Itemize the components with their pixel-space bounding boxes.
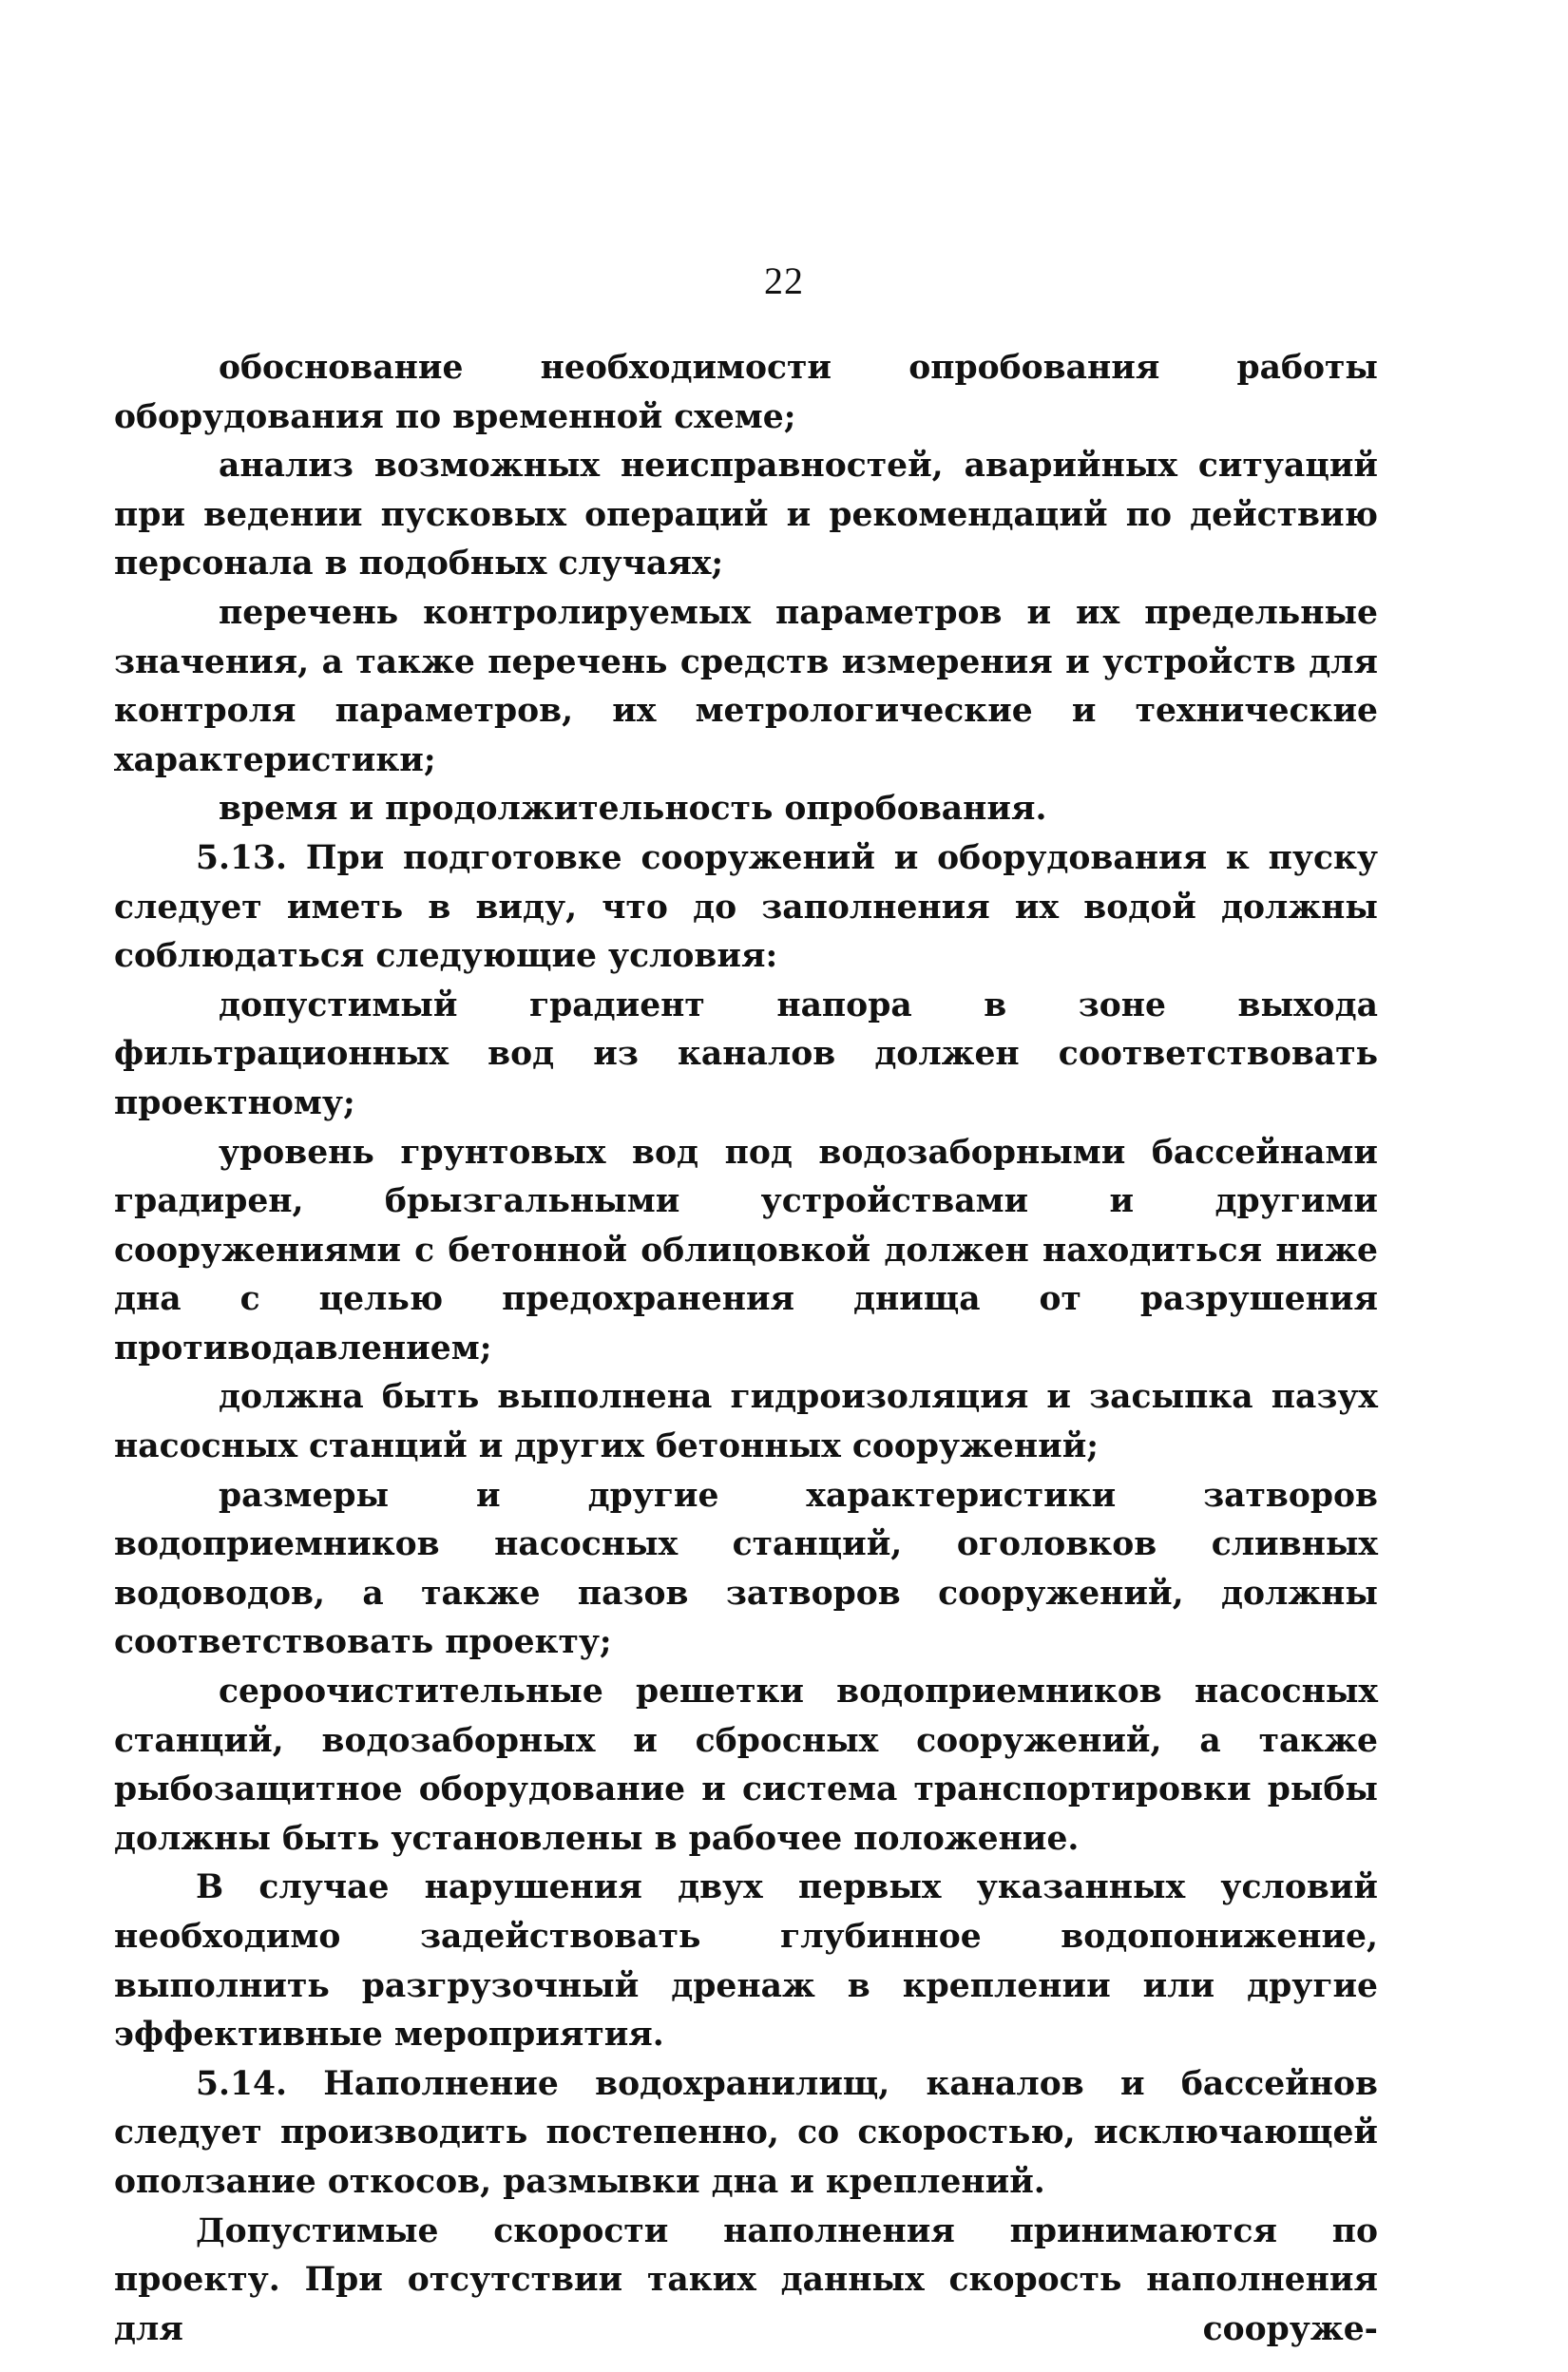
page-body	[114, 344, 1378, 2354]
paragraph-justification: обоснование необходимости опробования работы оборудования по временной схеме;	[114, 349, 1378, 436]
paragraph-testing-time: время и продолжительность опробования.	[219, 790, 1047, 829]
paragraph-groundwater-level: уровень грунтовых вод под водозаборными бассейнами градирен, брызгальными устройствами и другими сооружениями с бетонной облицовкой должен находиться ниже дна с целью предохранения днища от разрушения противодавлением;	[114, 1133, 1378, 1368]
paragraph-violation: В случае нарушения двух первых указанных условий необходимо задействовать глубинное водопонижение, выполнить разгрузочный дренаж в креплении или другие эффективные мероприятия.	[114, 1868, 1378, 2055]
paragraph-pressure-gradient: допустимый градиент напора в зоне выхода фильтрационных вод из каналов должен соответствовать проектному;	[114, 985, 1378, 1122]
paragraph-waterproofing: должна быть выполнена гидроизоляция и засыпка пазух насосных станций и других бетонных сооружений;	[114, 1378, 1378, 1466]
paragraph-screens: сероочистительные решетки водоприемников насосных станций, водозаборных и сбросных сооружений, а также рыбозащитное оборудование и система транспортировки рыбы должны быть установлены в рабочее положение.	[114, 1673, 1378, 1858]
paragraph-filling-speed: Допустимые скорости наполнения принимаются по проекту. При отсутствии таких данных скорость наполнения для сооруже-	[114, 2211, 1378, 2348]
page-number: 22	[764, 259, 804, 302]
paragraph-monitored-parameters: перечень контролируемых параметров и их предельные значения, а также перечень средств измерения и устройств для контроля параметров, их метрологические и технические характеристики;	[114, 593, 1378, 779]
paragraph-fault-analysis: анализ возможных неисправностей, аварийных ситуаций при ведении пусковых операций и рекомендаций по действию персонала в подобных случаях;	[114, 447, 1378, 583]
paragraph-gate-dimensions: размеры и другие характеристики затворов водоприемников насосных станций, оголовков сливных водоводов, а также пазов затворов сооружений, должны соответствовать проекту;	[114, 1476, 1378, 1662]
paragraph-section-5-14: 5.14. Наполнение водохранилищ, каналов и бассейнов следует производить постепенно, со скоростью, исключающей оползание откосов, размывки дна и креплений.	[114, 2064, 1378, 2201]
paragraph-section-5-13: 5.13. При подготовке сооружений и оборудования к пуску следует иметь в виду, что до заполнения их водой должны соблюдаться следующие условия:	[114, 838, 1378, 976]
